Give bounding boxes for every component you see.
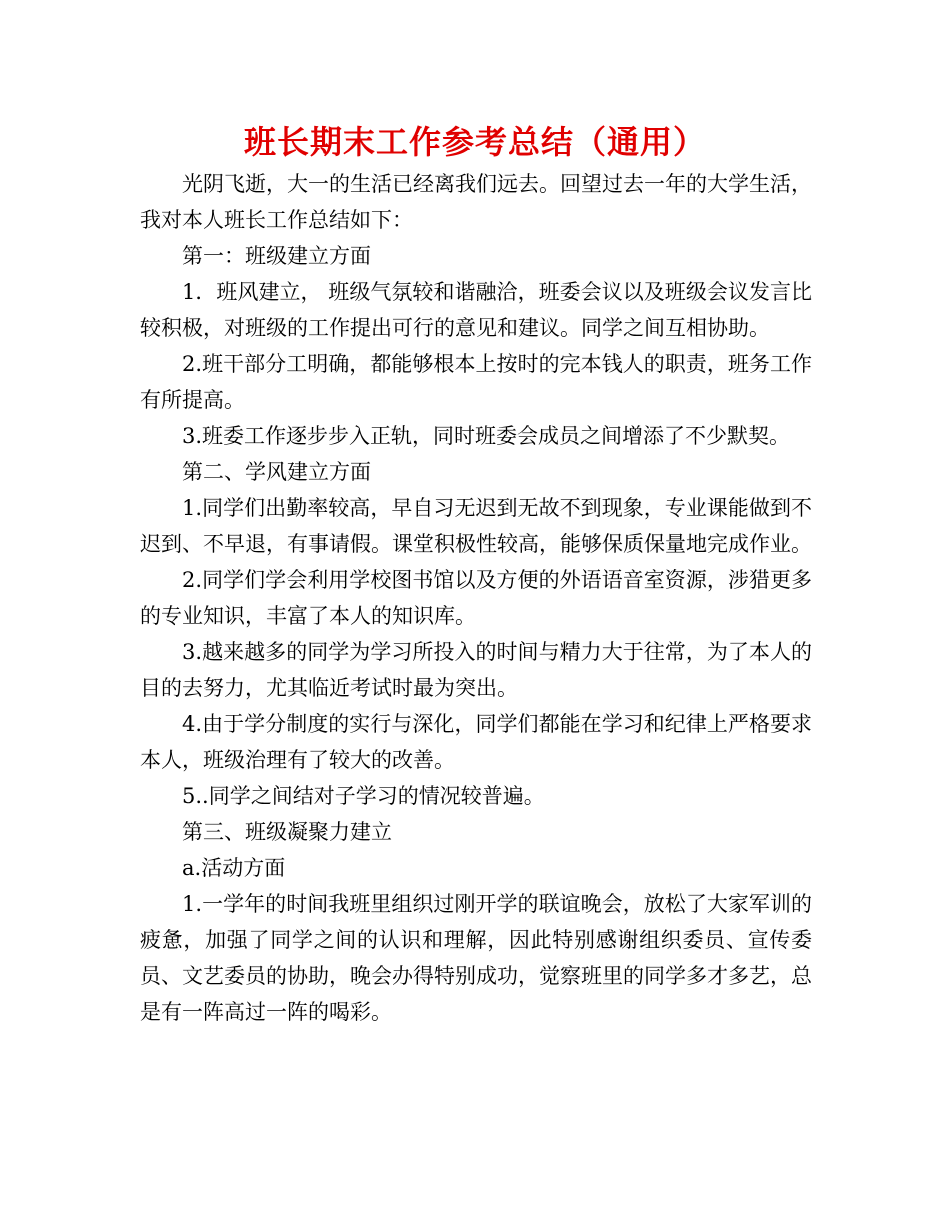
paragraph: 1．班风建立， 班级气氛较和谐融洽，班委会议以及班级会议发言比较积极，对班级的工作提出可行的意见和建议。同学之间互相协助。 (140, 280, 812, 340)
paragraph: 3.越来越多的同学为学习所投入的时间与精力大于往常，为了本人的目的去努力，尤其临近考试时最为突出。 (140, 640, 812, 700)
paragraph: 5..同学之间结对子学习的情况较普遍。 (182, 784, 545, 808)
paragraph: 1.一学年的时间我班里组织过刚开学的联谊晚会，放松了大家军训的疲惫，加强了同学之间的认识和理解，因此特别感谢组织委员、宣传委员、文艺委员的协助，晚会办得特别成功，觉察班里的同学多才多艺，总是有一阵高过一阵的喝彩。 (140, 892, 812, 1024)
section-heading-study-style: 第二、学风建立方面 (182, 460, 371, 484)
paragraph: 4.由于学分制度的实行与深化，同学们都能在学习和纪律上严格要求本人，班级治理有了较大的改善。 (140, 712, 812, 772)
section-heading-cohesion: 第三、班级凝聚力建立 (182, 820, 392, 844)
paragraph: 2.同学们学会利用学校图书馆以及方便的外语语音室资源，涉猎更多的专业知识，丰富了本人的知识库。 (140, 568, 812, 628)
paragraph: 1.同学们出勤率较高，早自习无迟到无故不到现象，专业课能做到不迟到、不早退，有事请假。课堂积极性较高，能够保质保量地完成作业。 (140, 496, 812, 556)
paragraph: 3.班委工作逐步步入正轨，同时班委会成员之间增添了不少默契。 (182, 424, 791, 448)
document-body (140, 166, 812, 1030)
document-title: 班长期末工作参考总结（通用） (243, 123, 706, 161)
section-heading-class-building: 第一：班级建立方面 (182, 244, 371, 268)
subheading-activities: a.活动方面 (182, 856, 286, 880)
paragraph: 2.班干部分工明确，都能够根本上按时的完本钱人的职责，班务工作有所提高。 (140, 352, 812, 412)
paragraph-intro: 光阴飞逝，大一的生活已经离我们远去。回望过去一年的大学生活，我对本人班长工作总结如下： (140, 172, 812, 232)
